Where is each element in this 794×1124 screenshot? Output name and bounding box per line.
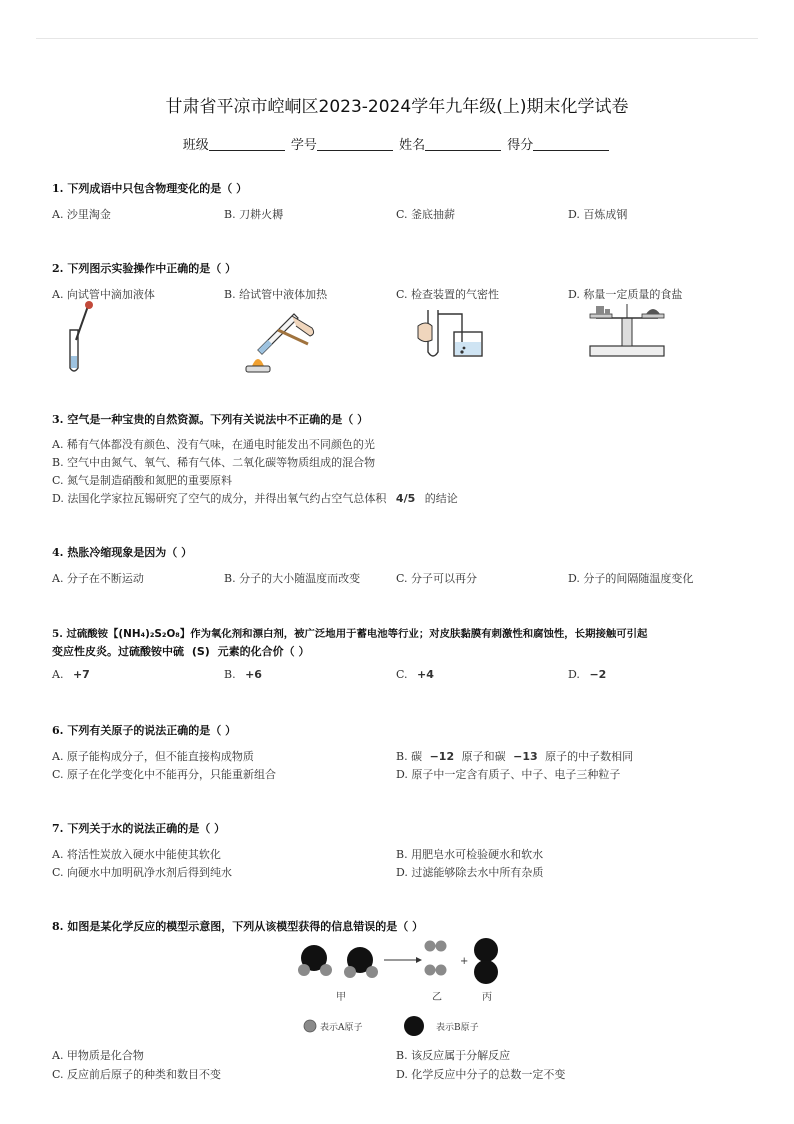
- question-5-stem-line1: [52, 625, 647, 640]
- q4-option-c[interactable]: C. 分子可以再分: [396, 572, 478, 585]
- q7-option-a[interactable]: A. 将活性炭放入硬水中能使其软化: [52, 848, 221, 861]
- q1-option-a[interactable]: A. 沙里淘金: [52, 208, 111, 221]
- q5-option-d-letter: D.: [568, 668, 580, 681]
- product-bing-molecule: [474, 938, 498, 984]
- q3-option-a[interactable]: A. 稀有气体都没有颜色、没有气味，在通电时能发出不同颜色的光: [52, 438, 375, 451]
- question-5-stem-line2: [52, 643, 310, 659]
- label-jia: 甲: [336, 992, 346, 1003]
- q8-option-b[interactable]: B. 该反应属于分解反应: [396, 1049, 511, 1062]
- q5-stem-line2-suffix: 元素的化合价（ ）: [217, 645, 310, 658]
- q5-option-b[interactable]: [224, 668, 262, 681]
- legend-atom-a: [304, 1020, 316, 1032]
- q1-option-b[interactable]: B. 刀耕火耨: [224, 208, 284, 221]
- q3-option-b[interactable]: B. 空气中由氮气、氧气、稀有气体、二氧化碳等物质组成的混合物: [52, 456, 376, 469]
- class-label: 班级: [182, 138, 209, 153]
- q5-option-d-value: −2: [589, 668, 607, 681]
- q3-option-c[interactable]: C. 氮气是制造硝酸和氮肥的重要原料: [52, 474, 233, 487]
- q4-option-a[interactable]: A. 分子在不断运动: [52, 572, 144, 585]
- legend-atom-a-label: 表示A原子: [320, 1023, 363, 1033]
- name-blank[interactable]: [425, 136, 501, 151]
- question-4-stem: 4. 热胀冷缩现象是因为（ ）: [52, 546, 193, 559]
- score-label: 得分: [507, 138, 534, 153]
- airtightness-check-illustration: [410, 300, 490, 366]
- q8-option-d[interactable]: D. 化学反应中分子的总数一定不变: [396, 1068, 566, 1081]
- product-yi-molecules: [425, 941, 447, 976]
- q6-option-b-isotope-2: −13: [513, 750, 538, 763]
- label-yi: 乙: [432, 992, 442, 1003]
- reaction-model-diagram: [290, 936, 510, 1046]
- q8-option-c[interactable]: C. 反应前后原子的种类和数目不变: [52, 1068, 222, 1081]
- score-blank[interactable]: [533, 136, 609, 151]
- q5-option-c-letter: C.: [396, 668, 408, 681]
- question-8-stem: 8. 如图是某化学反应的模型示意图，下列从该模型获得的信息错误的是（ ）: [52, 920, 424, 933]
- reactant-molecule-1: [298, 945, 332, 976]
- label-bing: 丙: [482, 992, 492, 1003]
- q6-option-a[interactable]: A. 原子能构成分子，但不能直接构成物质: [52, 750, 254, 763]
- question-3-stem: 3. 空气是一种宝贵的自然资源。下列有关说法中不正确的是（ ）: [52, 413, 369, 426]
- q5-option-b-letter: B.: [224, 668, 236, 681]
- q6-option-d[interactable]: D. 原子中一定含有质子、中子、电子三种粒子: [396, 768, 621, 781]
- q5-option-a-letter: A.: [52, 668, 64, 681]
- legend-atom-b-label: 表示B原子: [436, 1023, 479, 1033]
- q4-option-d[interactable]: D. 分子的间隔随温度变化: [568, 572, 694, 585]
- q5-option-b-value: +6: [245, 668, 262, 681]
- q3-option-d-suffix: 的结论: [424, 492, 458, 505]
- q5-option-c-value: +4: [417, 668, 434, 681]
- q2-option-c[interactable]: C. 检查装置的气密性: [396, 288, 500, 301]
- heating-test-tube-illustration: [238, 300, 320, 374]
- q6-option-c[interactable]: C. 原子在化学变化中不能再分，只能重新组合: [52, 768, 277, 781]
- q5-option-a[interactable]: [52, 668, 90, 681]
- question-2-stem: 2. 下列图示实验操作中正确的是（ ）: [52, 262, 237, 275]
- q1-option-c[interactable]: C. 釜底抽薪: [396, 208, 456, 221]
- q5-element-symbol: (S): [191, 645, 210, 658]
- q6-option-b-isotope-1: −12: [429, 750, 455, 763]
- q4-option-b[interactable]: B. 分子的大小随温度而改变: [224, 572, 361, 585]
- balance-weighing-illustration: [584, 300, 670, 362]
- q2-option-d[interactable]: D. 称量一定质量的食盐: [568, 288, 683, 301]
- page-title: 甘肃省平凉市崆峒区2023-2024学年九年级(上)期末化学试卷: [165, 97, 629, 117]
- q7-option-d[interactable]: D. 过滤能够除去水中所有杂质: [396, 866, 544, 879]
- q2-option-a[interactable]: A. 向试管中滴加液体: [52, 288, 155, 301]
- reaction-arrow: [384, 957, 422, 963]
- question-6-stem: 6. 下列有关原子的说法正确的是（ ）: [52, 724, 237, 737]
- reactant-molecule-2: [344, 947, 378, 978]
- q3-option-d-fraction: 4/5: [395, 492, 416, 505]
- name-label: 姓名: [399, 138, 426, 153]
- q6-option-b-part1: B. 碳: [396, 750, 423, 763]
- q3-option-d[interactable]: [52, 490, 458, 506]
- q5-stem-prefix: 5. 过硫酸铵【: [52, 628, 119, 640]
- q7-option-b[interactable]: B. 用肥皂水可检验硬水和软水: [396, 848, 544, 861]
- student-id-label: 学号: [290, 138, 317, 153]
- legend-atom-b: [404, 1016, 424, 1036]
- q6-option-b-part3: 原子的中子数相同: [545, 750, 634, 763]
- student-id-blank[interactable]: [317, 136, 393, 151]
- q6-option-b-part2: 原子和碳: [461, 750, 506, 763]
- q5-option-a-value: +7: [72, 668, 90, 681]
- q5-stem-line2-prefix: 变应性皮炎。过硫酸铵中硫: [52, 645, 184, 658]
- q5-option-d[interactable]: [568, 668, 606, 681]
- q5-chemical-formula: (NH₄)₂S₂O₈: [118, 628, 180, 640]
- q3-option-d-text: D. 法国化学家拉瓦锡研究了空气的成分，并得出氧气约占空气总体积: [52, 492, 387, 505]
- question-7-stem: 7. 下列关于水的说法正确的是（ ）: [52, 822, 226, 835]
- q5-option-c[interactable]: [396, 668, 434, 681]
- top-divider: [36, 38, 758, 39]
- student-info-line: [0, 134, 794, 153]
- q8-option-a[interactable]: A. 甲物质是化合物: [52, 1049, 144, 1062]
- q1-option-d[interactable]: D. 百炼成钢: [568, 208, 628, 221]
- question-1-stem: 1. 下列成语中只包含物理变化的是（ ）: [52, 182, 248, 195]
- q2-option-b[interactable]: B. 给试管中液体加热: [224, 288, 328, 301]
- q5-stem-suffix: 】作为氧化剂和漂白剂，被广泛地用于蓄电池等行业；对皮肤黏膜有刺激性和腐蚀性，长期接触可引起: [179, 628, 648, 640]
- q7-option-c[interactable]: C. 向硬水中加明矾净水剂后得到纯水: [52, 866, 233, 879]
- q6-option-b[interactable]: [396, 748, 633, 764]
- class-blank[interactable]: [209, 136, 285, 151]
- plus-sign: +: [460, 956, 469, 967]
- dropper-test-tube-illustration: [62, 300, 102, 374]
